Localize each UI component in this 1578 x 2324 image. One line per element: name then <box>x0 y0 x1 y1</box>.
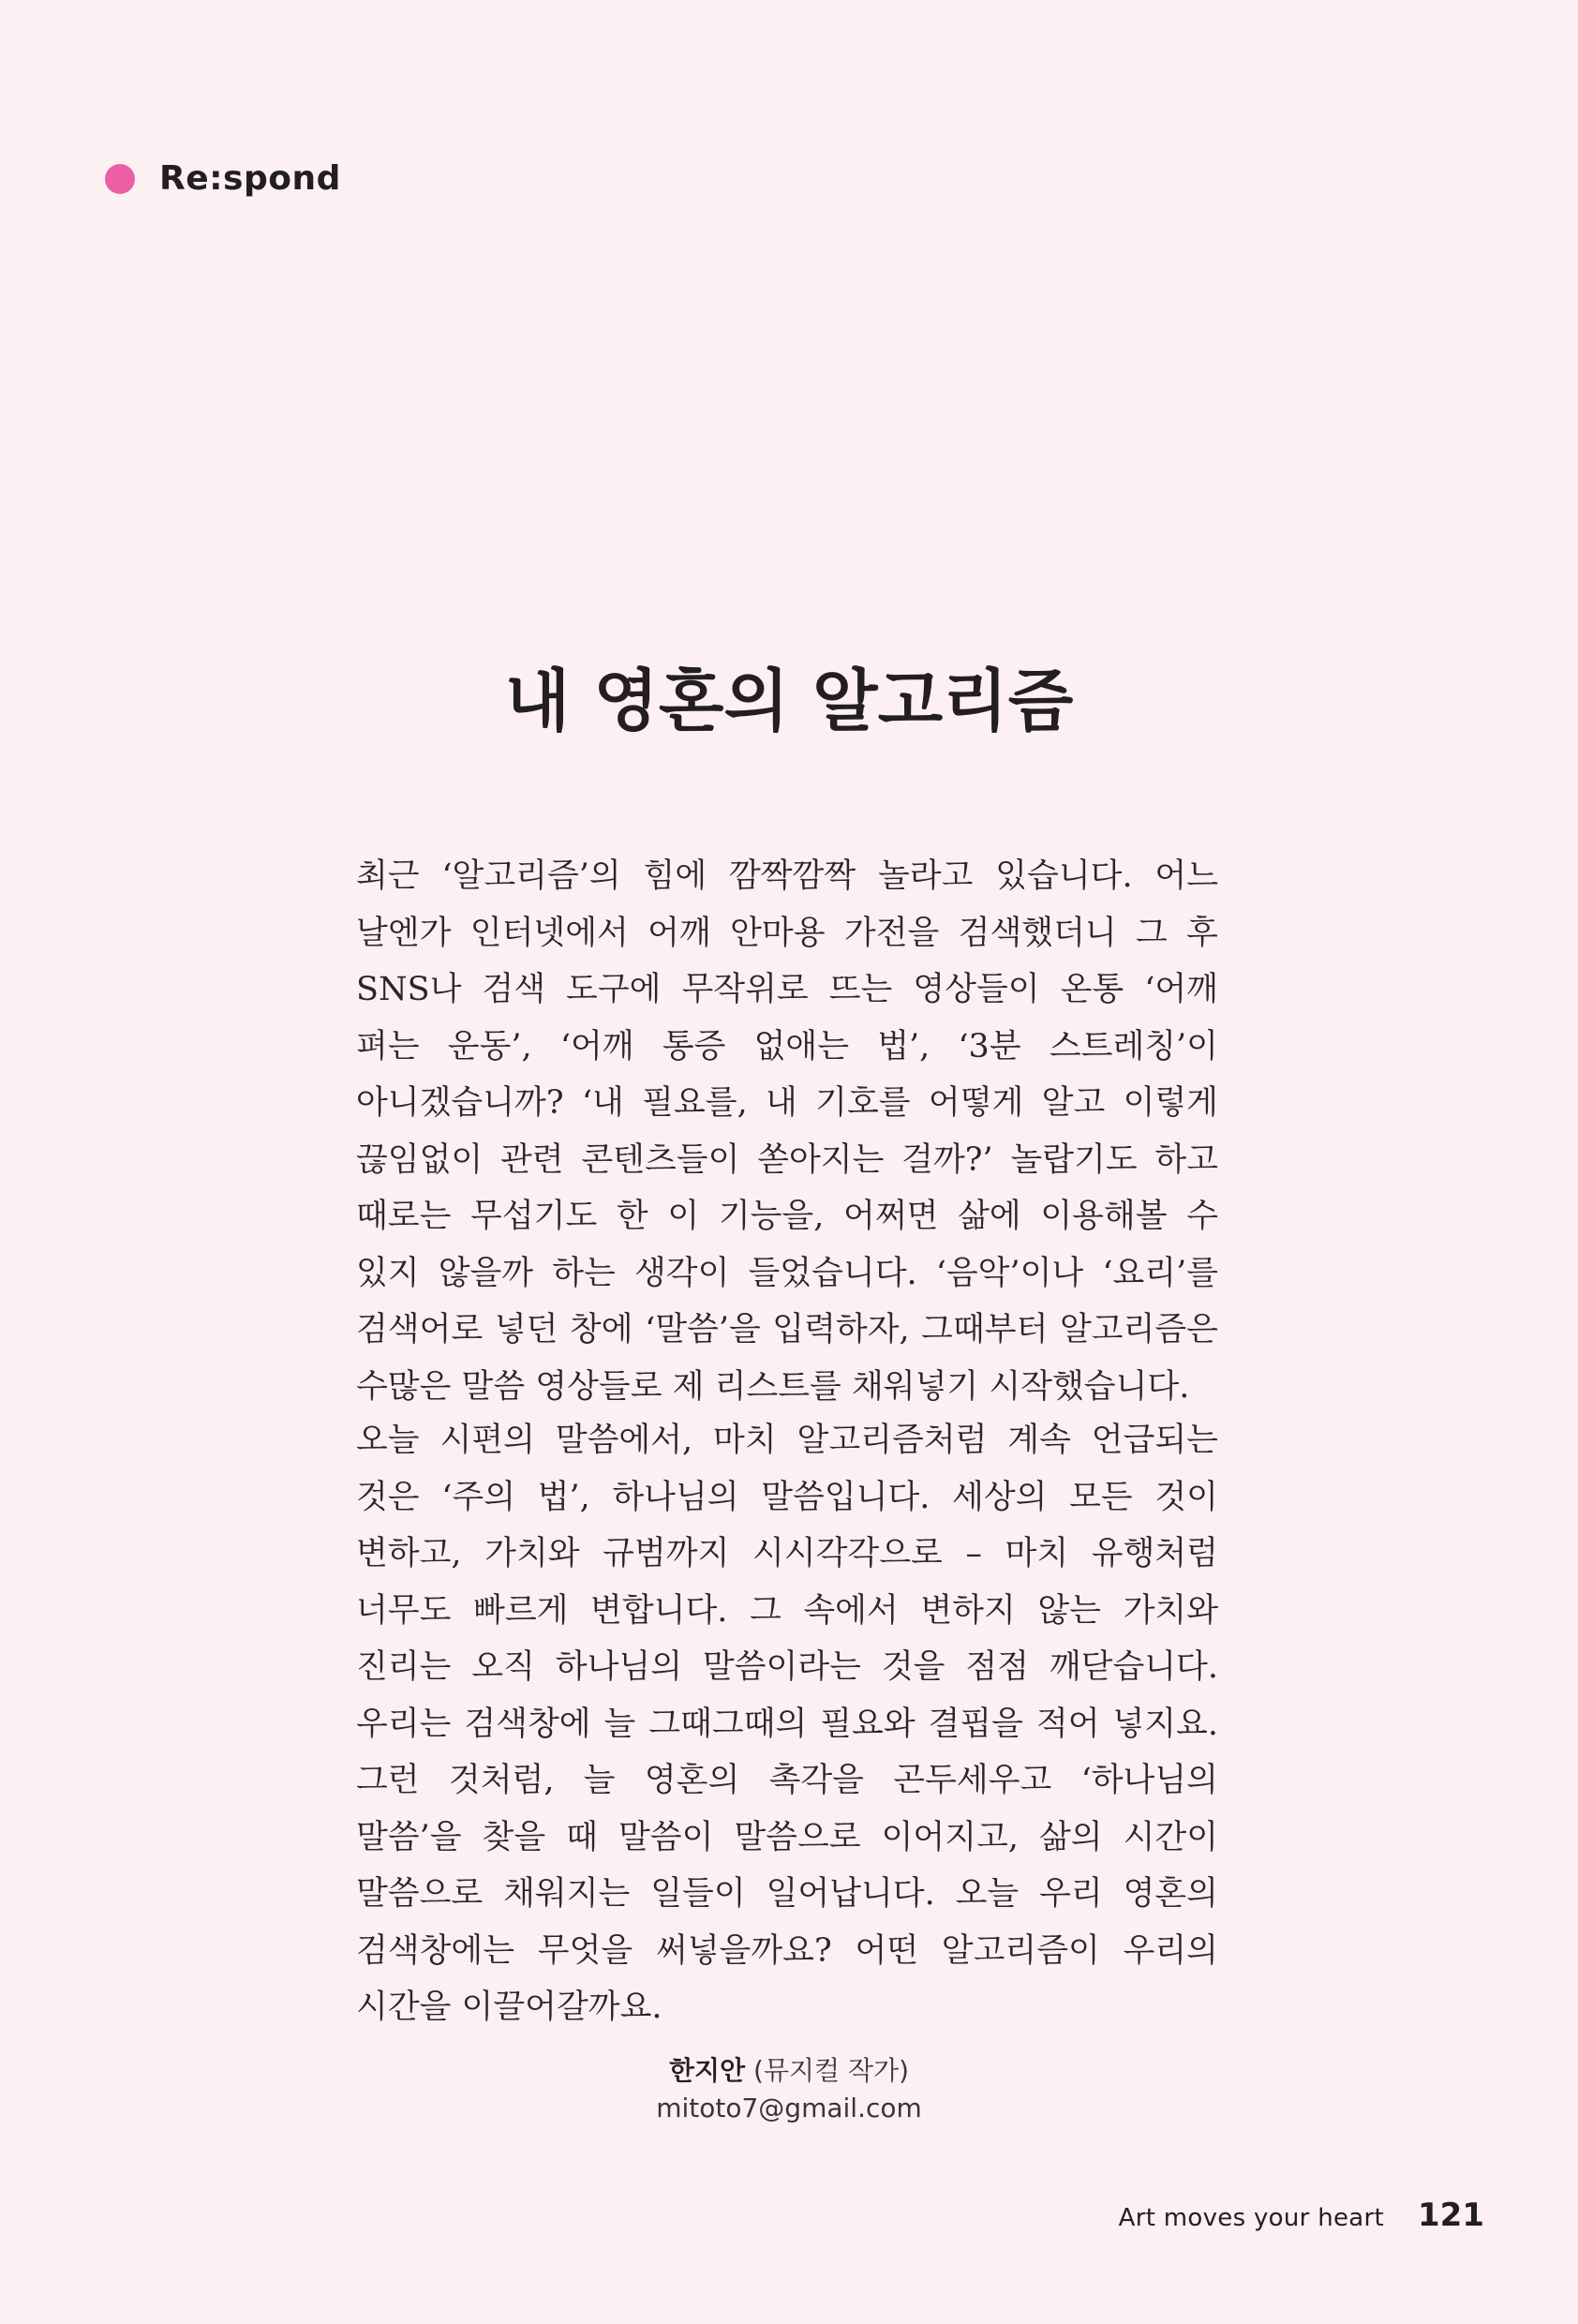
article-title: 내 영혼의 알고리즘 <box>504 661 1074 740</box>
article-paragraph-2: 오늘 시편의 말씀에서, 마치 알고리즘처럼 계속 언급되는 것은 ‘주의 법’, 하나님의 말씀입니다. 세상의 모든 것이 변하고, 가치와 규범까지 시시각각으로 – 마치 유행처럼 너무도 빠르게 변합니다. 그 속에서 변하지 않는 가치와 진리는 오직 하나님의 말씀이라는 것을 점점 깨닫습니다. 우리는 검색창에 늘 그때그때의 필요와 결핍을 적어 넣지요. 그런 것처럼, 늘 영혼의 촉각을 곤두세우고 ‘하나님의 말씀’을 찾을 때 말씀이 말씀으로 이어지고, 삶의 시간이 말씀으로 채워지는 일들이 일어납니다. 오늘 우리 영혼의 검색창에는 무엇을 써넣을까요? 어떤 알고리즘이 우리의 시간을 이끌어갈까요. <box>356 1422 1218 2026</box>
author-role: (뮤지컬 작가) <box>753 2055 910 2086</box>
section-dot-icon <box>105 164 135 194</box>
page-number: 121 <box>1418 2197 1484 2234</box>
page-footer <box>1119 2197 1484 2234</box>
section-tag <box>105 159 341 198</box>
author-block <box>0 2052 1578 2127</box>
footer-tagline: Art moves your heart <box>1118 2204 1385 2232</box>
author-line <box>0 2052 1578 2090</box>
author-name: 한지안 <box>668 2055 746 2086</box>
section-label: Re:spond <box>159 159 341 198</box>
author-email[interactable]: mitoto7@gmail.com <box>656 2093 922 2123</box>
article-paragraph-1: 최근 ‘알고리즘’의 힘에 깜짝깜짝 놀라고 있습니다. 어느 날엔가 인터넷에서 어깨 안마용 가전을 검색했더니 그 후 SNS나 검색 도구에 무작위로 뜨는 영상들이 온통 ‘어깨 펴는 운동’, ‘어깨 통증 없애는 법’, ‘3분 스트레칭’이 아니겠습니까? ‘내 필요를, 내 기호를 어떻게 알고 이렇게 끊임없이 관련 콘텐츠들이 쏟아지는 걸까?’ 놀랍기도 하고 때로는 무섭기도 한 이 기능을, 어쩌면 삶에 이용해볼 수 있지 않을까 하는 생각이 들었습니다. ‘음악’이나 ‘요리’를 검색어로 넣던 창에 ‘말씀’을 입력하자, 그때부터 알고리즘은 수많은 말씀 영상들로 제 리스트를 채워넣기 시작했습니다. <box>356 857 1218 1406</box>
